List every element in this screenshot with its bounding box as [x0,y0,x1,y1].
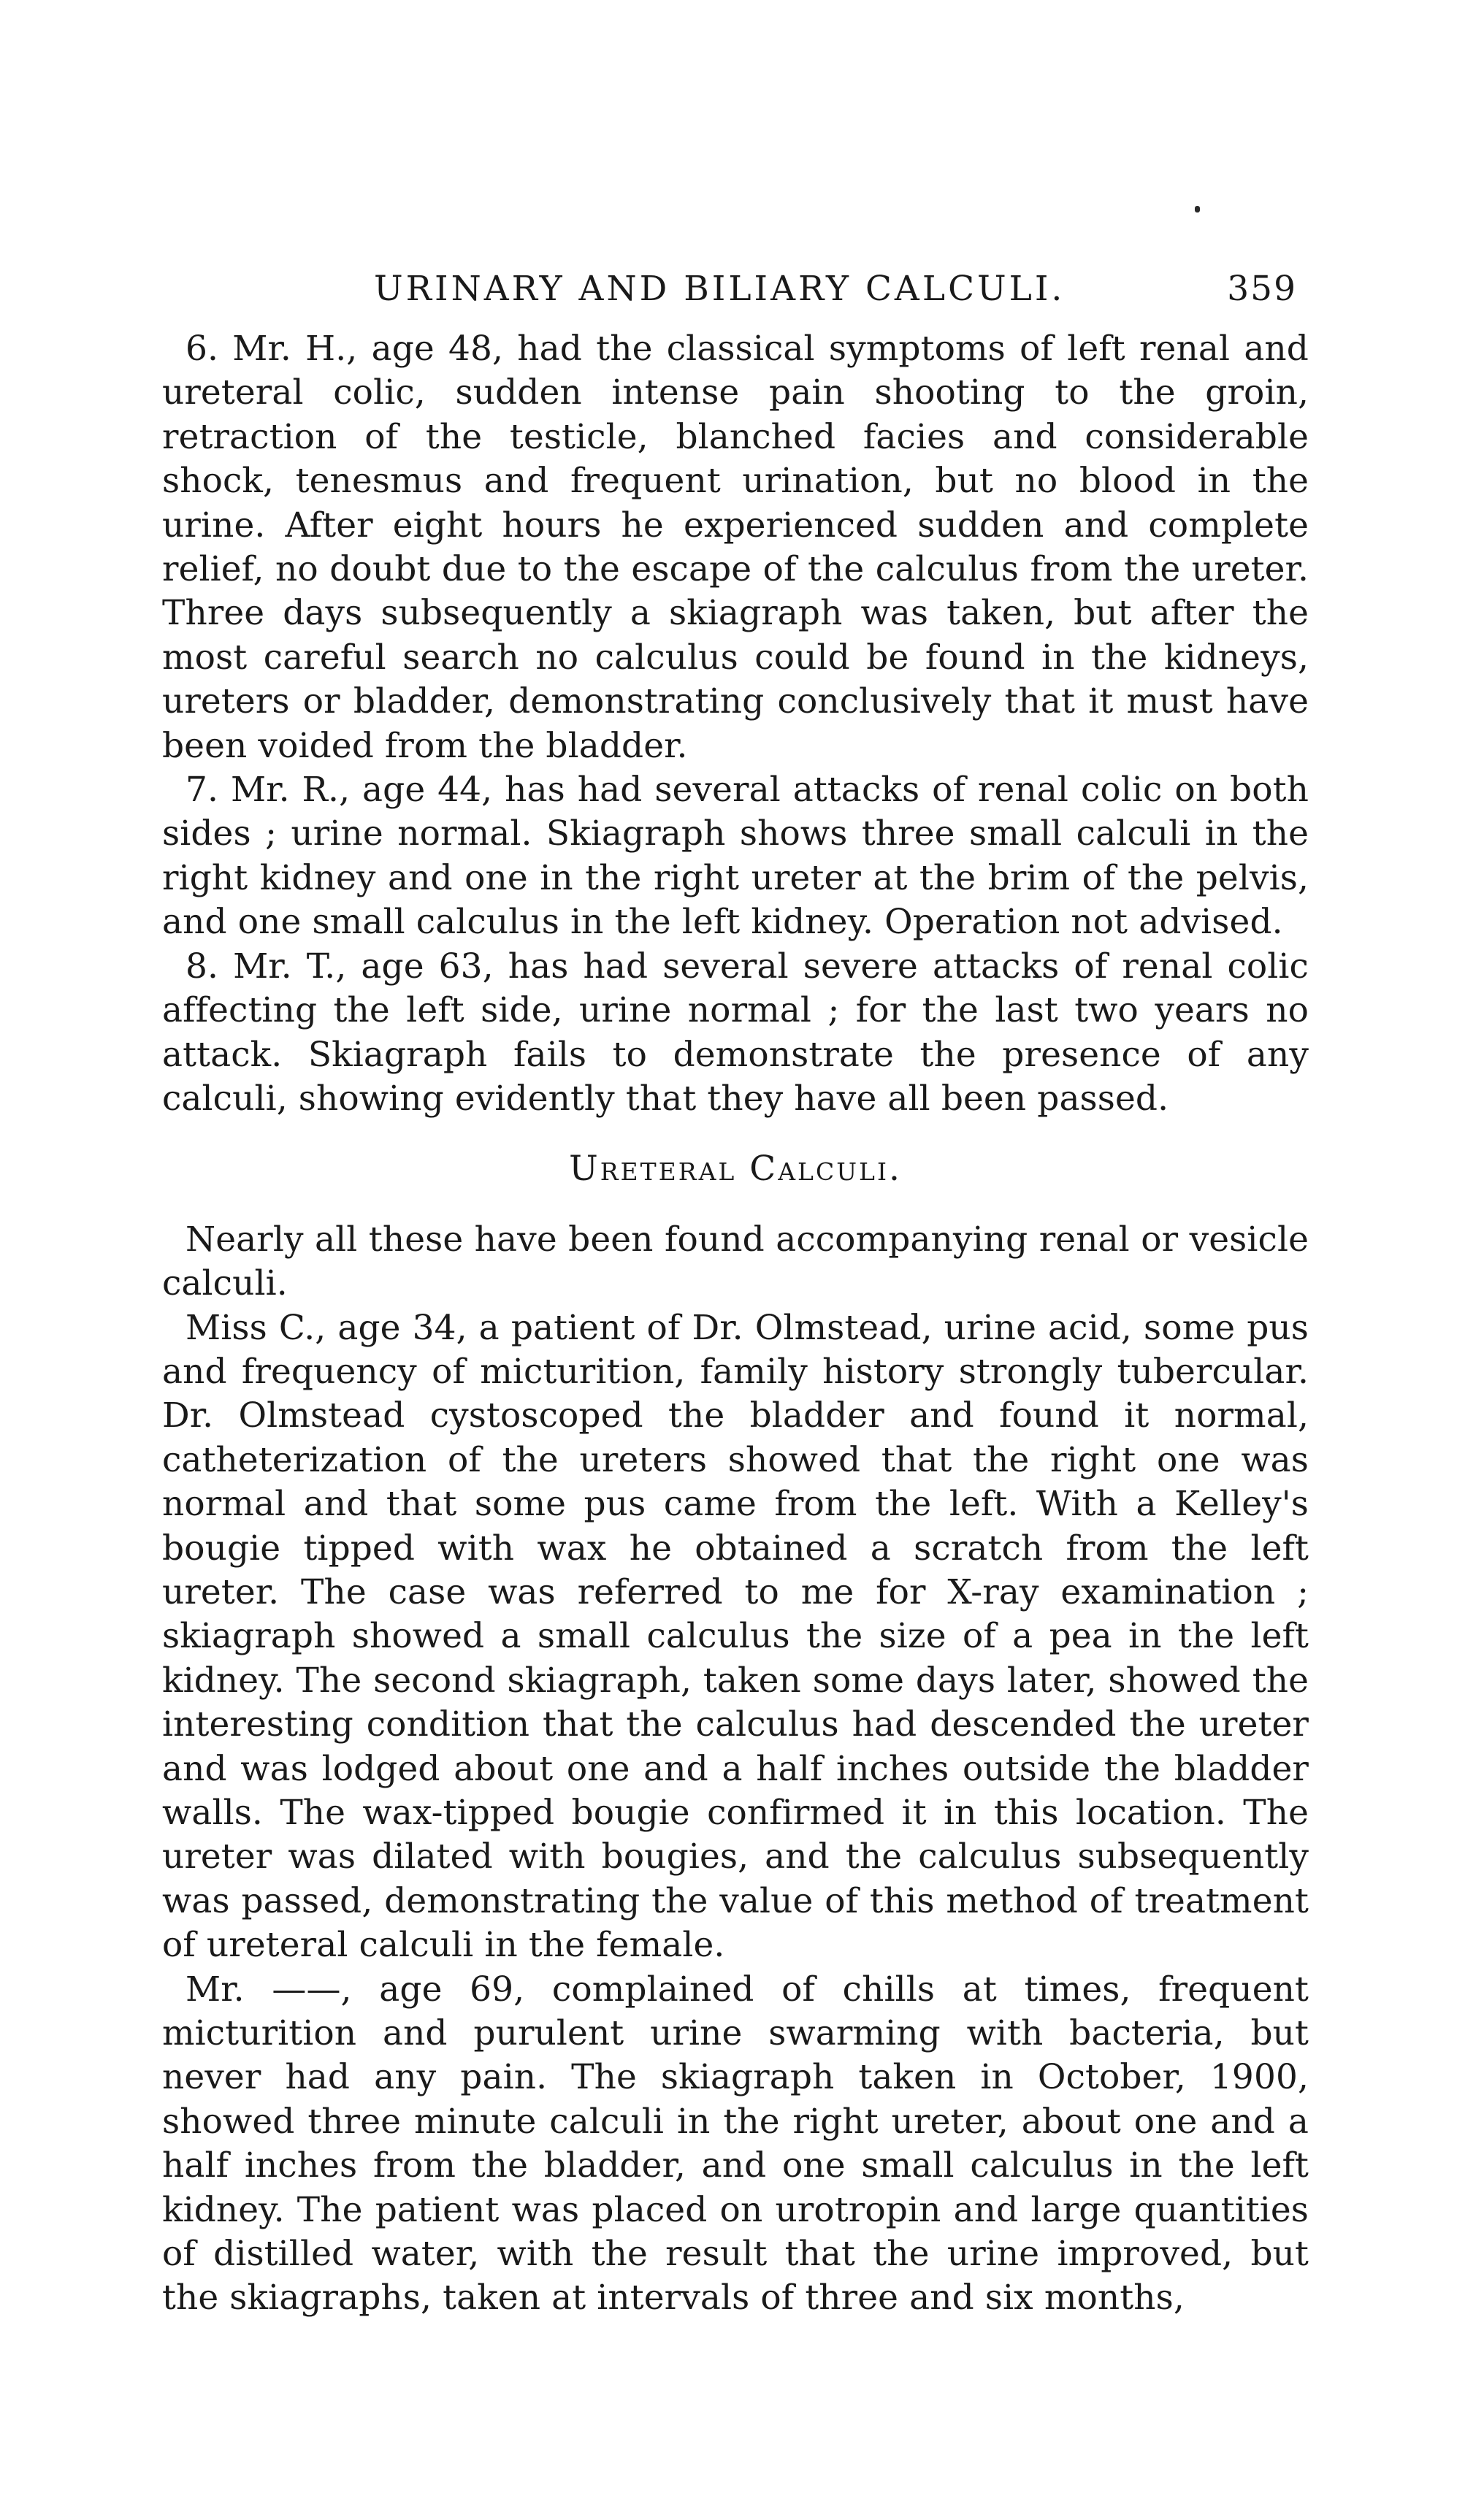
case-paragraph-6: 6. Mr. H., age 48, had the classical symptoms of left renal and ureteral colic, sudden intense pain shooting to the groin, retraction of the testicle, blanched facies and considerable shock, tenesmus and frequent urination, but no blood in the urine. After eight hours he experienced sudden and complete relief, no doubt due to the escape of the calculus from the ureter. Three days subsequently a skiagraph was taken, but after the most careful search no calculus could be found in the kidneys, ureters or bladder, demonstrating conclusively that it must have been voided from the bladder. [162,329,1309,766]
case-paragraph-mr-blank: Mr. ——, age 69, complained of chills at times, frequent micturition and purulent urine swarming with bacteria, but never had any pain. The skiagraph taken in October, 1900, showed three minute calculi in the right ureter, about one and a half inches from the bladder, and one small calculus in the left kidney. The patient was placed on urotropin and large quantities of distilled water, with the result that the urine improved, but the skiagraphs, taken at intervals of three and six months, [162,1969,1309,2318]
body-text [162,327,1309,2321]
case-paragraph-8: 8. Mr. T., age 63, has had several severe attacks of renal colic affecting the left side, urine normal ; for the last two years no attack. Skiagraph fails to demonstrate the presence of any calculi, showing evidently that they have all been passed. [162,946,1309,1119]
running-head [0,269,1465,315]
intro-paragraph: Nearly all these have been found accompanying renal or vesicle calculi. [162,1219,1309,1304]
page-number: 359 [1227,269,1297,309]
case-paragraph-7: 7. Mr. R., age 44, has had several attacks of renal colic on both sides ; urine normal. Skiagraph shows three small calculi in the right kidney and one in the right ureter at the brim of the pelvis, and one small calculus in the left kidney. Operation not advised. [162,770,1309,943]
section-heading: Ureteral Calculi. [569,1149,902,1190]
case-paragraph-miss-c: Miss C., age 34, a patient of Dr. Olmstead, urine acid, some pus and frequency of micturition, family history strongly tubercular. Dr. Olmstead cystoscoped the bladder and found it normal, catheterization of the ureters showed that the right one was normal and that some pus came from the left. With a Kelley's bougie tipped with wax he obtained a scratch from the left ureter. The case was referred to me for X-ray examination ; skiagraph showed a small calculus the size of a pea in the left kidney. The second skiagraph, taken some days later, showed the interesting condition that the calculus had descended the ureter and was lodged about one and a half inches outside the bladder walls. The wax-tipped bougie confirmed it in this location. The ureter was dilated with bougies, and the calculus subsequently was passed, demonstrating the value of this method of treatment of ureteral calculi in the female. [162,1307,1309,1966]
ink-speck [1195,206,1200,212]
running-title: URINARY AND BILIARY CALCULI. [374,269,1066,309]
